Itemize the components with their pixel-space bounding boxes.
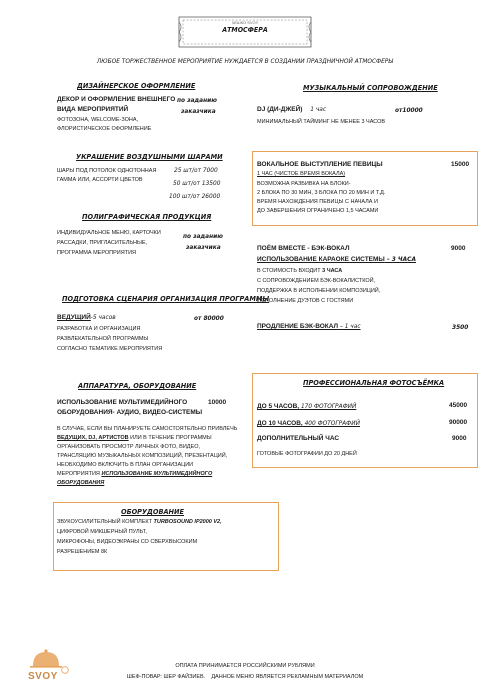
gear-line4: РАЗРЕШЕНИЕМ 8К — [57, 549, 108, 555]
singer-price: 15000 — [451, 161, 470, 168]
equipment-desc-6-a: МЕРОПРИЯТИЯ — [57, 471, 102, 477]
dj-sub: МИНИМАЛЬНЫЙ ТАЙМИНГ НЕ МЕНЕЕ 3 ЧАСОВ — [257, 119, 386, 125]
photo-section-title: ПРОФЕССИОНАЛЬНАЯ ФОТОСЪЁМКА — [303, 378, 445, 387]
balloons-section-title: УКРАШЕНИЕ ВОЗДУШНЫМИ ШАРАМИ — [76, 152, 223, 161]
karaoke-desc-2: С СОПРОВОЖДЕНИЕМ БЭК-ВОКАЛИСТКОЙ, — [257, 278, 376, 284]
photo-row-1 — [257, 402, 356, 410]
karaoke-desc-1-b: 3 ЧАСА — [322, 268, 343, 274]
design-price-line2: заказчика — [181, 107, 216, 115]
gear-line3: МИКРОФОНЫ, ВИДЕОЭКРАНЫ СО СВЕРХВЫСОКИМ — [57, 539, 198, 545]
photo-sub: ГОТОВЫЕ ФОТОГРАФИИ ДО 20 ДНЕЙ — [257, 451, 357, 457]
design-item-line1: ДЕКОР И ОФОРМЛЕНИЕ ВНЕШНЕГО — [57, 96, 176, 103]
photo-price-1: 45000 — [449, 402, 468, 409]
design-price-line1: по заданию — [177, 96, 217, 104]
gear-section-title: ОБОРУДОВАНИЕ — [121, 507, 185, 516]
intro-text: ЛЮБОЕ ТОРЖЕСТВЕННОЕ МЕРОПРИЯТИЕ НУЖДАЕТСЯ В СОЗДАНИИ ПРАЗДНИЧНОЙ АТМОСФЕРЫ — [96, 57, 394, 65]
dj-label: DJ (ДИ-ДЖЕЙ) — [257, 106, 303, 113]
design-section-title: ДИЗАЙНЕРСКОЕ ОФОРМЛЕНИЕ — [77, 81, 196, 90]
singer-desc-4: ДО ЗАВЕРШЕНИЯ ОГРАНИЧЕНО 1,5 ЧАСАМИ — [257, 208, 379, 214]
karaoke-line2-a: ИСПОЛЬЗОВАНИЕ КАРАОКЕ СИСТЕМЫ — [257, 256, 385, 263]
karaoke-desc-1 — [257, 268, 342, 274]
host-time: -5 часов — [90, 313, 116, 321]
design-sub-line2: ФЛОРИСТИЧЕСКОЕ ОФОРМЛЕНИЕ — [57, 126, 152, 132]
host-price: от 80000 — [194, 314, 224, 322]
script-section-title: ПОДГОТОВКА СЦЕНАРИЯ ОРГАНИЗАЦИЯ ПРОГРАММЫ — [62, 294, 270, 303]
music-section-title: МУЗЫКАЛЬНЫЙ СОПРОВОЖДЕНИЕ — [303, 83, 438, 92]
karaoke-ext-time: – 1 час — [338, 322, 361, 330]
karaoke-desc-3: ПОДДЕРЖКА В ИСПОЛНЕНИИ КОМПОЗИЦИЙ, — [257, 288, 381, 294]
print-line2: РАССАДКИ, ПРИГЛАСИТЕЛЬНЫЕ, — [57, 240, 148, 246]
gear-line1-b: TURBOSOUND IP2000 V2, — [153, 519, 222, 525]
equipment-desc-1: В СЛУЧАЕ, ЕСЛИ ВЫ ПЛАНИРУЕТЕ САМОСТОЯТЕЛЬНО ПРИВЛЕЧЬ — [57, 426, 238, 432]
equipment-line1: ИСПОЛЬЗОВАНИЕ МУЛЬТИМЕДИЙНОГО — [57, 399, 188, 406]
equipment-desc-3: ОРГАНИЗОВАТЬ ПРОСМОТР ЛИЧНЫХ ФОТО, ВИДЕО, — [57, 444, 201, 450]
header-tagline: ЧЕШКО SVOY — [231, 20, 259, 25]
page-title: АТМОСФЕРА — [222, 26, 268, 34]
singer-title: ВОКАЛЬНОЕ ВЫСТУПЛЕНИЕ ПЕВИЦЫ — [257, 161, 383, 168]
equipment-desc-6 — [57, 470, 212, 478]
photo-row-3: ДОПОЛНИТЕЛЬНЫЙ ЧАС — [257, 435, 340, 442]
karaoke-line1: ПОЁМ ВМЕСТЕ - БЭК-ВОКАЛ — [257, 245, 350, 252]
singer-desc-1: ВОЗМОЖНА РАЗБИВКА НА БЛОКИ- — [257, 181, 351, 187]
balloons-price-100: 100 шт/от 26000 — [169, 192, 221, 200]
photo-price-2: 90000 — [449, 419, 468, 426]
photo-row-1-a: ДО 5 ЧАСОВ, — [257, 403, 300, 410]
equipment-desc-2 — [57, 434, 212, 442]
footer-line1: ОПЛАТА ПРИНИМАЕТСЯ РОССИЙСКИМИ РУБЛЯМИ — [175, 663, 315, 669]
photo-price-3: 9000 — [452, 435, 467, 442]
design-item-line2: ВИДА МЕРОПРИЯТИЙ — [57, 106, 129, 113]
script-sub-line2: РАЗВЛЕКАТЕЛЬНОЙ ПРОГРАММЫ — [57, 336, 149, 342]
karaoke-desc-4: ИСПОЛНЕНИЕ ДУЭТОВ С ГОСТЯМИ — [257, 298, 354, 304]
equipment-desc-2-rest: ИЛИ В ТЕЧЕНИЕ ПРОГРАММЫ — [128, 435, 212, 441]
karaoke-ext-row — [257, 322, 361, 330]
design-sub-line1: ФОТОЗОНА, WELCOME-ЗОНА, — [57, 117, 139, 123]
photo-row-2 — [257, 419, 360, 427]
dj-time: 1 час — [310, 105, 327, 113]
logo-text: SVOY — [28, 671, 58, 682]
singer-desc-2: 2 БЛОКА ПО 30 МИН, 3 БЛОКА ПО 20 МИН И Т.Д. — [257, 190, 386, 196]
equipment-section-title: АППАРАТУРА, ОБОРУДОВАНИЕ — [78, 381, 197, 390]
karaoke-price: 9000 — [451, 245, 466, 252]
print-price-line1: по заданию — [183, 232, 223, 240]
print-section-title: ПОЛИГРАФИЧЕСКАЯ ПРОДУКЦИЯ — [82, 212, 212, 221]
karaoke-line2-b: – 3 ЧАСА — [384, 255, 416, 263]
equipment-desc-7: ОБОРУДОВАНИЯ — [57, 480, 105, 486]
gear-line2: ЦИФРОВОЙ МИКШЕРНЫЙ ПУЛЬТ, — [57, 529, 147, 535]
host-label: ВЕДУЩИЙ — [57, 314, 91, 321]
equipment-price: 10000 — [208, 399, 227, 406]
karaoke-ext-label: ПРОДЛЕНИЕ БЭК-ВОКАЛ — [257, 323, 339, 330]
gear-line1 — [57, 519, 222, 525]
print-price-line2: заказчика — [186, 243, 221, 251]
photo-row-2-b: 400 ФОТОГРАФИЙ — [302, 419, 360, 427]
gear-line1-a: ЗВУКОУСИЛИТЕЛЬНЫЙ КОМПЛЕКТ — [57, 519, 154, 525]
print-line1: ИНДИВИДУАЛЬНОЕ МЕНЮ, КАРТОЧКИ — [57, 230, 161, 236]
balloons-price-50: 50 шт/от 13500 — [173, 179, 221, 187]
karaoke-desc-1-a: В СТОИМОСТЬ ВХОДИТ — [257, 268, 323, 274]
equipment-desc-2-bold: ВЕДУЩИХ, DJ, АРТИСТОВ — [57, 435, 129, 441]
photo-row-2-a: ДО 10 ЧАСОВ, — [257, 420, 303, 427]
dj-row — [257, 105, 326, 113]
photo-row-1-b: 170 ФОТОГРАФИЙ — [299, 402, 357, 410]
script-sub-line1: РАЗРАБОТКА И ОРГАНИЗАЦИЯ — [57, 326, 141, 332]
balloons-price-25: 25 шт/от 7000 — [174, 166, 218, 174]
equipment-desc-6-b: ИСПОЛЬЗОВАНИЕ МУЛЬТИМЕДИЙНОГО — [101, 471, 213, 477]
print-line3: ПРОГРАММА МЕРОПРИЯТИЯ — [57, 250, 136, 256]
footer-line2: ШЕФ-ПОВАР: ШЕР ФАЙЗИЕВ. ДАННОЕ МЕНЮ ЯВЛЯЕТСЯ РЕКЛАМНЫМ МАТЕРИАЛОМ — [126, 674, 364, 680]
singer-desc-3: ВРЕМЯ НАХОЖДЕНИЯ ПЕВИЦЫ С НАЧАЛА И — [257, 199, 378, 205]
host-row — [57, 313, 116, 321]
equipment-desc-5: НЕОБХОДИМО ВКЛЮЧИТЬ В ПЛАН ОРГАНИЗАЦИИ — [57, 462, 194, 468]
karaoke-ext-price: 3500 — [452, 323, 469, 331]
balloons-line1: ШАРЫ ПОД ПОТОЛОК ОДНОТОННАЯ — [57, 168, 157, 174]
equipment-line2: ОБОРУДОВАНИЯ- АУДИО, ВИДЕО-СИСТЕМЫ — [57, 409, 203, 416]
dj-price: от10000 — [395, 106, 423, 114]
script-sub-line3: СОГЛАСНО ТЕМАТИКЕ МЕРОПРИЯТИЯ — [57, 346, 163, 352]
karaoke-line2 — [257, 255, 416, 263]
equipment-desc-4: ТРАНСЛЯЦИЮ МУЗЫКАЛЬНЫХ КОМПОЗИЦИЙ, ПРЕЗЕНТАЦИЙ, — [57, 453, 228, 459]
balloons-line2: ГАММА ИЛИ, АССОРТИ ЦВЕТОВ — [57, 177, 143, 183]
singer-sub: 1 ЧАС (ЧИСТОЕ ВРЕМЯ ВОКАЛА) — [257, 171, 346, 177]
